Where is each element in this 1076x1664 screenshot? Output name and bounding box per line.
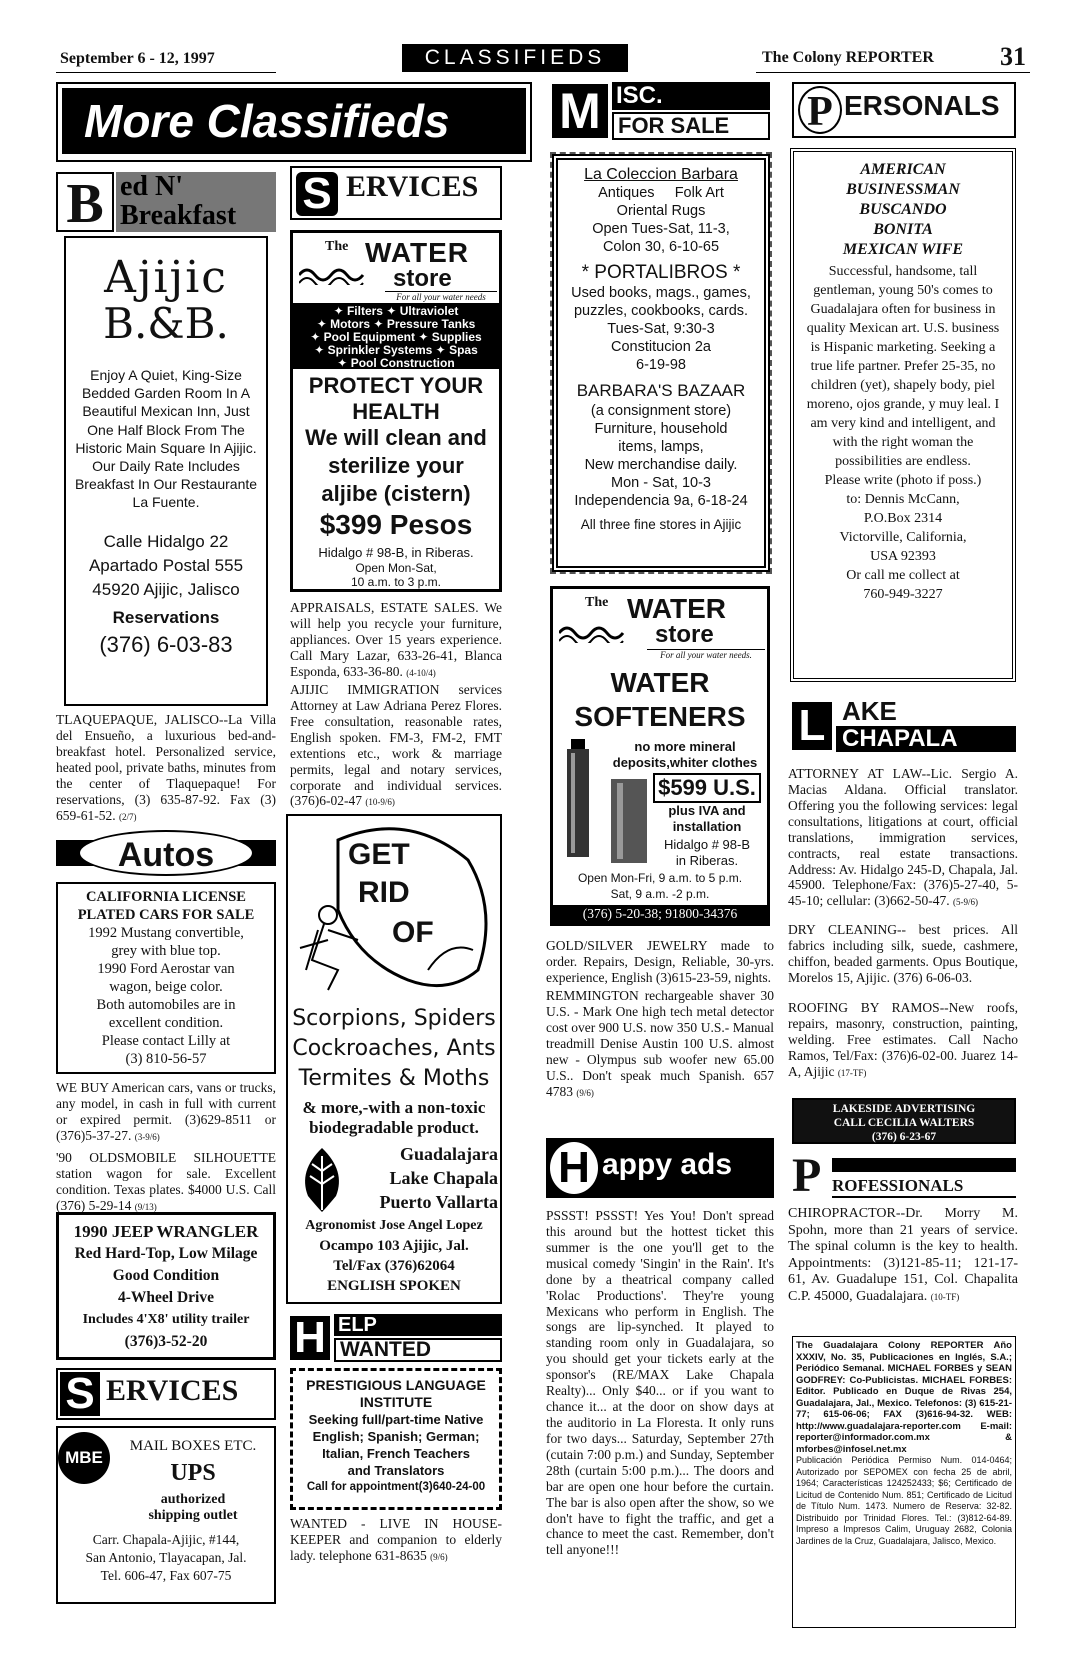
ajijic-phone: (376) 6-03-83 [99, 631, 233, 657]
softener-phone: (376) 5-20-38; 91800-34376 [553, 905, 767, 923]
barbara-line-11: 6-19-98 [636, 357, 686, 373]
english-spoken: ENGLISH SPOKEN [327, 1278, 461, 1294]
barbara-line-1: La Coleccion Barbara [584, 166, 738, 183]
remmington-ad [546, 988, 774, 1099]
header-right-rule [756, 72, 1030, 73]
misc-capital: M [552, 84, 608, 138]
barbara-line-13: (a consignment store) [590, 403, 732, 419]
psst-ad [546, 1208, 774, 1558]
water-store-ad [290, 230, 502, 592]
mbe-name: MAIL BOXES ETC. [129, 1438, 257, 1454]
barbara-line-3: Oriental Rugs [616, 203, 706, 219]
misc-title-2: FOR SALE [612, 112, 770, 140]
dry-cleaning-ad [788, 922, 1018, 986]
personals-header [792, 82, 1016, 138]
jeep-line-4: 4-Wheel Drive [118, 1289, 214, 1306]
leaf-logo-icon [296, 1146, 348, 1216]
language-line-5: Italian, French Teachers [322, 1446, 470, 1461]
housekeeper-ad [290, 1516, 502, 1564]
california-line-5: 1990 Ford Aerostar van [97, 961, 235, 977]
water-services-list [293, 303, 499, 369]
softener-logo [555, 593, 765, 663]
american-write-2: to: Dennis McCann, [846, 492, 960, 507]
masthead-part-2: Publicación Periódica Permiso Num. 014-0464; Autorizado por SEPOMEX con fecha 25 de abril, 1964; Características 124252433; $6; Certificado de Licitud de Contenido Num. 851; Certificado de Licitud de Título Num. 1473. Numero de Reserva: 32-82. Distribuido por Trinidad Flores. Tel.: (3)812-64-89. Impreso a Impresos Calim, Uruguay 2682, Colonia Jardines de la Cruz, Guadalajara, Jalisco, Mexico. [796, 1455, 1012, 1546]
services-title: ERVICES [346, 170, 479, 203]
bnb-header [56, 171, 276, 235]
water-logo-water: WATER [365, 237, 470, 268]
clean-line-3: aljibe (cistern) [321, 481, 471, 506]
lakeside-line-1: LAKESIDE ADVERTISING [832, 1103, 976, 1115]
help-title-1: ELP [334, 1314, 502, 1336]
roofing-tag: (17-TF) [837, 1067, 867, 1078]
american-head-2: BUSINESSMAN [846, 181, 960, 198]
softener-open-2: Sat, 9 a.m. -2 p.m. [610, 887, 710, 901]
column-3 [546, 82, 774, 1642]
softener-logo-store: store [655, 621, 714, 648]
prof-title: ROFESSIONALS [832, 1176, 1016, 1198]
services-title: ERVICES [106, 1374, 239, 1407]
chiropractor-tag: (10-TF) [930, 1291, 960, 1302]
pest-address: Ocampo 103 Ajijic, Jal. [319, 1238, 469, 1254]
softener-price: $599 U.S. [653, 773, 761, 803]
attorney-ad [788, 766, 1018, 909]
prof-capital: P [792, 1149, 822, 1202]
remmington-text: REMMINGTON rechargeable shaver 30 U.S. - Mark One high tech metal detector cost over 900 U.S. now 350 U.S.- Manual treadmill Denise Austin 100 U.S. almost new - Olympus sub woofer new 65.00 U.S.. Don't speak much Spanish. 657 4783 [546, 988, 774, 1099]
softener-iva-1: plus IVA and [668, 803, 746, 818]
mbe-shipping: shipping outlet [148, 1508, 238, 1523]
water-services-row-1: ✦ Filters ✦ Ultraviolet [333, 304, 459, 318]
water-services-row-5: ✦ Pool Construction [337, 356, 455, 370]
ajijic-bnb-title: B.&B. [103, 299, 229, 348]
mbe-ad [56, 1426, 276, 1604]
happy-title: appy ads [602, 1148, 733, 1181]
misc-title-1: ISC. [612, 82, 770, 110]
happy-capital: H [550, 1142, 598, 1194]
california-line-2: PLATED CARS FOR SALE [77, 907, 255, 923]
remmington-tag: (9/6) [576, 1087, 594, 1098]
pests-line-1: Scorpions, Spiders [292, 1006, 496, 1031]
language-line-6: and Translators [347, 1463, 445, 1478]
jeep-line-6: (376)3-52-20 [124, 1333, 208, 1350]
we-buy-tag: (3-9/6) [134, 1131, 160, 1142]
jeep-line-1: 1990 JEEP WRANGLER [73, 1222, 259, 1241]
page-number: 31 [1000, 42, 1026, 71]
city-1: Guadalajara [399, 1144, 498, 1164]
american-write-4: Victorville, California, [839, 530, 967, 545]
pests-line-3: Termites & Moths [298, 1066, 490, 1091]
housekeeper-tag: (9/6) [430, 1551, 448, 1562]
immigration-text: AJIJIC IMMIGRATION services Attorney at Law Adriana Perez Flores. Free consultation, reasonable rates, English spoken. FM-3, FM-2, FMT extentions etc., work & marriage permits, legal and notary services, corporate and individual services. (376)6-02-47 [290, 682, 502, 809]
jewelry-ad [546, 938, 774, 986]
softener-open-1: Open Mon-Fri, 9 a.m. to 5 p.m. [577, 871, 743, 885]
personals-capital: P [798, 86, 842, 134]
more-classifieds-banner: More Classifieds [62, 88, 526, 154]
roofing-ad [788, 1000, 1018, 1080]
oldsmobile-ad [56, 1150, 276, 1214]
ajijic-bnb-ad [64, 236, 268, 706]
american-write-7: 760-949-3227 [863, 587, 943, 602]
psst-text: PSSST! PSSST! Yes You! Don't spread this around but the hottest ticket this summer is the one you'll get to the musical comedy 'Singin' in the Rain'. It's done by a theatrical company called 'Rolac Productions'. They're young Mexicans who perform in English. The songs are lip-synched. It played to standing room only in Guadalajara, so you should get your tickets early at the sponsor's (RE/MAX Lake Chapala Realty)... Only $40... or if you want to chance it... at the door on show days at the auditorio in La Floresta. It only runs for two days... Saturday, September 27th (cutain 7:00 p.m.) and Sunday, September 28th (curtain 5:00 p.m.)... The doors and bar are open one hour before the curtain. The bar is also open after the show, so we don't have to fight the traffic, and get a chance to meet the cast. Remember, don't tell anyone!!! [546, 1208, 774, 1558]
language-line-7: Call for appointment(3)640-24-00 [306, 1481, 486, 1493]
mbe-logo: MBE [58, 1432, 110, 1484]
language-line-2: INSTITUTE [359, 1394, 433, 1410]
california-line-10: (3) 810-56-57 [125, 1051, 207, 1067]
tlaquepaque-text: TLAQUEPAQUE, JALISCO--La Villa del Ensueño, a luxurious bed-and-breakfast hotel. Personalized service, heated pool, private baths, minutes from the center of Tlaquepaque! For reservations, (3) 635-87-92. Fax (3) 659-61-52. [56, 712, 276, 823]
clean-line-2: sterilize your [328, 453, 464, 478]
chiropractor-text: CHIROPRACTOR--Dr. Morry M. Spohn, more than 21 years of service. The spinal column is the key to health. Appointments: (3)121-85-11; 121-17-61, Av. Guadalupe 151, Col. Chapalita C.P. 45000, Guadalajara. [788, 1206, 1018, 1304]
water-services-row-3: ✦ Pool Equipment ✦ Supplies [310, 330, 482, 344]
attorney-text: ATTORNEY AT LAW--Lic. Sergio A. Macias Aldana. Official translator. Offering you the following services: legal consultations, litigations at court, official translations, immigration services, contracts, real estate transactions. Address: Av. Hidalgo 245-D, Chapala, Jal. 45900. Telephone/Fax: (376)5-27-40, 5-45-10; cellular: (3)662-50-47. [788, 766, 1018, 909]
misc-header [552, 82, 770, 140]
water-store-logo [295, 237, 497, 303]
tlaquepaque-tag: (2/7) [119, 811, 137, 822]
california-line-8: excellent condition. [108, 1015, 224, 1031]
barbara-line-17: Mon - Sat, 10-3 [611, 475, 711, 491]
agronomist: Agronomist Jose Angel Lopez [305, 1218, 483, 1233]
barbara-line-6: * PORTALIBROS * [581, 262, 741, 283]
immigration-tag: (10-9/6) [365, 797, 395, 808]
tlaquepaque-ad [56, 712, 276, 823]
we-buy-text: WE BUY American cars, vans or trucks, any model, in cash in full with current or expired permit. (3)629-8511 or (376)5-37-27. [56, 1080, 276, 1143]
column-2 [290, 162, 502, 1642]
california-line-7: Both automobiles are in [96, 997, 236, 1013]
language-line-3: Seeking full/part-time Native [308, 1412, 484, 1427]
barbara-line-15: items, lamps, [618, 439, 704, 455]
lake-capital: L [792, 702, 832, 750]
masthead-box [792, 1336, 1016, 1628]
roofing-text: ROOFING BY RAMOS--New roofs, repairs, masonry, construction, painting, welding. Free estimates. Call Nacho Ramos, Tel/Fax: (376)6-02-00. Juarez 14-A, Ajijic [788, 1000, 1018, 1079]
softener-desc-2: deposits,whiter clothes [612, 755, 758, 770]
jewelry-text: GOLD/SILVER JEWELRY made to order. Repairs, Design, Reliable, 30-yrs. experience, English (3)615-23-59, nights. [546, 938, 774, 985]
services-capital: S [60, 1372, 100, 1416]
wave-icon [299, 265, 367, 285]
barbara-ad [552, 154, 770, 572]
help-title-2: WANTED [334, 1338, 502, 1362]
mbe-authorized: authorized [160, 1492, 226, 1507]
barbara-line-19: All three fine stores in Ajijic [580, 517, 742, 532]
professionals-header [792, 1149, 1016, 1202]
american-personal-ad [790, 148, 1016, 682]
california-line-4: grey with blue top. [111, 943, 221, 959]
softener-the: The [585, 595, 609, 610]
appraisals-ad [290, 600, 502, 680]
happy-ads-header [546, 1138, 774, 1198]
american-head-3: BUSCANDO [859, 201, 947, 218]
pests-line-2: Cockroaches, Ants [292, 1036, 496, 1061]
barbara-line-18: Independencia 9a, 6-18-24 [574, 493, 748, 509]
softener-address-1: Hidalgo # 98-B [664, 837, 750, 852]
appraisals-tag: (4-10/4) [406, 667, 436, 678]
california-line-3: 1992 Mustang convertible, [88, 925, 244, 941]
softener-tank-icon-2 [609, 775, 649, 865]
mbe-address-1: Carr. Chapala-Ajijic, #144, [92, 1532, 240, 1547]
attorney-tag: (5-9/6) [952, 897, 978, 908]
barbara-line-16: New merchandise daily. [584, 457, 738, 473]
water-logo-store: store [393, 265, 452, 292]
bnb-title: ed N' Breakfast [116, 172, 276, 232]
barbara-line-12: BARBARA'S BAZAAR [576, 381, 746, 400]
immigration-ad [290, 682, 502, 809]
oldsmobile-text: '90 OLDSMOBILE SILHOUETTE station wagon for sale. Excellent condition. Texas plates. $4000 U.S. Call (376) 5-29-14 [56, 1150, 276, 1213]
water-the: The [325, 239, 349, 254]
wave-icon [559, 623, 627, 643]
lake-title-2: CHAPALA [836, 726, 1016, 752]
get-rid-line-2: RID [358, 876, 410, 909]
american-write-1: Please write (photo if poss.) [824, 473, 982, 488]
barbara-line-7: Used books, mags., games, [571, 285, 751, 301]
barbara-line-2: Antiques Folk Art [598, 185, 724, 201]
mbe-ups: UPS [170, 1460, 216, 1486]
lake-chapala-header [792, 696, 1016, 752]
clean-line-1: We will clean and [305, 425, 487, 450]
section-title: CLASSIFIEDS [402, 44, 628, 72]
softener-address-2: in Riberas. [675, 853, 739, 868]
dry-cleaning-text: DRY CLEANING-- best prices. All fabrics including silk, suede, cashmere, chiffon, beaded garments. Opus Boutique, Morelos 15, Ajijic. (376) 6-06-03. [788, 922, 1018, 985]
language-line-4: English; Spanish; German; [312, 1429, 480, 1444]
housekeeper-text: WANTED - LIVE IN HOUSE-KEEPER and companion to elderly lady. telephone 631-8635 [290, 1516, 502, 1563]
barbara-line-10: Constitucion 2a [611, 339, 711, 355]
help-wanted-header [290, 1314, 502, 1362]
get-rid-line-1: GET [348, 838, 410, 871]
protect-line-2: HEALTH [352, 399, 440, 424]
services-header-col1 [56, 1368, 276, 1420]
california-cars-ad [56, 882, 276, 1074]
lakeside-line-3: (376) 6-23-67 [871, 1131, 937, 1143]
get-rid-line-3: OF [392, 916, 434, 949]
american-write-3: P.O.Box 2314 [863, 511, 943, 526]
american-write-5: USA 92393 [870, 549, 936, 564]
water-address: Hidalgo # 98-B, in Riberas. [318, 545, 474, 560]
water-price: $399 Pesos [319, 509, 473, 540]
california-line-1: CALIFORNIA LICENSE [86, 889, 246, 905]
jeep-line-2: Red Hard-Top, Low Milage [74, 1245, 258, 1262]
barbara-line-9: Tues-Sat, 9:30-3 [607, 321, 715, 337]
city-3: Puerto Vallarta [379, 1192, 498, 1212]
header-left-rule [56, 72, 276, 73]
barbara-line-4: Open Tues-Sat, 11-3, [592, 221, 730, 237]
autos-header [56, 830, 276, 876]
services-capital: S [296, 172, 338, 216]
softener-tank-icon [563, 739, 593, 859]
more-classifieds-banner-frame [56, 82, 532, 162]
ajijic-address-1: Calle Hidalgo 22 [103, 531, 229, 551]
american-head-4: BONITA [873, 221, 933, 238]
ajijic-desc: Enjoy A Quiet, King-Size Bedded Garden Room In A Beautiful Mexican Inn, Just One Half Block From The Historic Main Square In Ajijic. Our Daily Rate Includes Breakfast In Our Restaurante La Fuente. [74, 367, 258, 511]
protect-line-1: PROTECT YOUR [308, 373, 484, 398]
barbara-line-5: Colon 30, 6-10-65 [602, 239, 720, 255]
we-buy-ad [56, 1080, 276, 1144]
mbe-phone: Tel. 606-47, Fax 607-75 [100, 1568, 232, 1583]
ajijic-title: Ajijic [104, 252, 228, 303]
more-line-2: biodegradable product. [309, 1118, 479, 1137]
water-open-2: 10 a.m. to 3 p.m. [350, 575, 442, 589]
services-header-col2 [290, 166, 502, 220]
softener-title-2: SOFTENERS [574, 701, 746, 732]
ajijic-address-2: Apartado Postal 555 [88, 555, 244, 575]
ajijic-reservations: Reservations [112, 607, 220, 627]
softener-iva-2: installation [672, 819, 742, 834]
page-header [56, 40, 1030, 76]
jeep-line-5: Includes 4'X8' utility trailer [82, 1312, 250, 1327]
softener-tagline: For all your water needs. [647, 649, 765, 660]
city-2: Lake Chapala [389, 1168, 498, 1188]
bnb-capital: B [56, 172, 114, 232]
ajijic-address-3: 45920 Ajijic, Jalisco [92, 579, 240, 599]
barbara-line-14: Furniture, household [594, 421, 728, 437]
american-body: Successful, handsome, tall gentleman, young 50's comes to Guadalajara often for business in quality Mexican art. U.S. business is Hispanic marketing. Seeking a true life partner. Prefer 25-35, no children (yet), shapely body, piel moreno, ojos grande, y muy leal. I am very kind and intelligent, and with the right woman the possibilities are endless. [806, 264, 1000, 469]
jeep-line-3: Good Condition [112, 1267, 220, 1284]
lake-title-1: AKE [842, 696, 897, 726]
prof-top-bar [832, 1158, 1016, 1172]
pest-phone: Tel/Fax (376)62064 [333, 1258, 455, 1274]
pest-control-ad [286, 814, 502, 1304]
california-line-6: wagon, beige color. [109, 979, 223, 995]
autos-title: Autos [78, 830, 254, 876]
water-services-row-4: ✦ Sprinkler Systems ✦ Spas [314, 343, 478, 357]
water-tagline: For all your water needs [385, 291, 497, 302]
barbara-line-8: puzzles, cookbooks, cards. [573, 303, 749, 319]
american-head-5: MEXICAN WIFE [842, 241, 964, 258]
lakeside-line-2: CALL CECILIA WALTERS [833, 1117, 975, 1129]
water-softener-ad [550, 586, 770, 926]
personals-title: ERSONALS [844, 90, 1000, 121]
softener-title-1: WATER [610, 667, 710, 698]
california-line-9: Please contact Lilly at [101, 1033, 231, 1049]
appraisals-text: APPRAISALS, ESTATE SALES. We will help you recycle your furniture, appliances. Over 15 years experience. Call Mary Lazar, 633-26-41, Blanca Esponda, 633-36-80. [290, 600, 502, 679]
jeep-ad [56, 1212, 276, 1360]
masthead-part-1: The Guadalajara Colony REPORTER Año XXXIV, No. 35, Publicaciones en Inglés, S.A.; Periódico Semanal. MICHAEL FORBES y SEAN GODFREY: Co-Publicistas. MICHAEL FORBES: Editor. Publicado en Duque de Rivas 254, Guadalajara, Jal., Mexico. Telefonos: (3) 615-21-77; 615-06-06; FAX (3)616-94-32. WEB: http://www.guadalajara-reporter.com E-mail: reporter@informador.com.mx & mforbes@infosel.net.mx [796, 1340, 1012, 1455]
column-4 [786, 82, 1020, 1642]
oldsmobile-tag: (9/13) [134, 1201, 157, 1212]
header-date: September 6 - 12, 1997 [60, 50, 215, 67]
more-line-1: & more,-with a non-toxic [302, 1098, 486, 1117]
help-capital: H [290, 1316, 330, 1360]
water-open-1: Open Mon-Sat, [355, 561, 437, 575]
paper-name: The Colony REPORTER [762, 49, 934, 66]
language-institute-ad [290, 1368, 502, 1510]
lakeside-advertising-box [792, 1098, 1016, 1144]
american-head-1: AMERICAN [860, 161, 946, 178]
softener-logo-water: WATER [627, 593, 727, 624]
mbe-address-2: San Antonio, Tlayacapan, Jal. [85, 1550, 247, 1565]
american-write-6: Or call me collect at [846, 568, 960, 583]
language-line-1: PRESTIGIOUS LANGUAGE [306, 1377, 486, 1393]
softener-desc-1: no more mineral [634, 739, 736, 754]
water-services-row-2: ✦ Motors ✦ Pressure Tanks [316, 317, 476, 331]
chiropractor-ad [788, 1206, 1018, 1305]
